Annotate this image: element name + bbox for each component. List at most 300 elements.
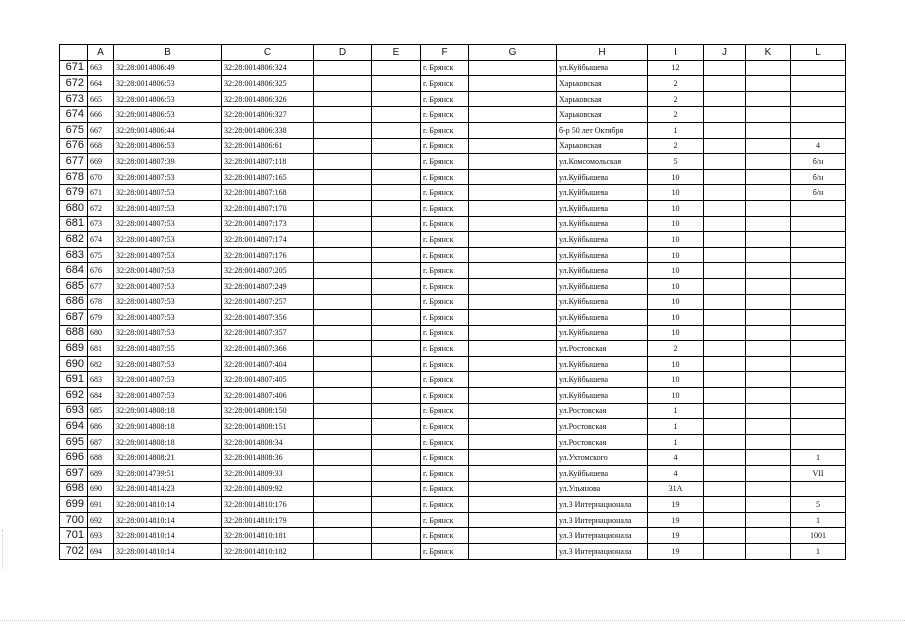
cell-a: 678	[88, 294, 114, 310]
cell-a: 687	[88, 434, 114, 450]
cell-d	[314, 122, 372, 138]
cell-g	[469, 403, 557, 419]
cell-d	[314, 232, 372, 248]
cell-f: г. Брянск	[421, 388, 469, 404]
cell-e	[372, 154, 421, 170]
column-header-row	[60, 45, 846, 61]
cell-c: 32:28:0014806:61	[222, 138, 314, 154]
cell-d	[314, 247, 372, 263]
cell-f: г. Брянск	[421, 403, 469, 419]
cell-f: г. Брянск	[421, 169, 469, 185]
cell-d	[314, 138, 372, 154]
cell-a: 664	[88, 76, 114, 92]
cell-h: ул.Куйбышева	[557, 278, 648, 294]
cell-j	[704, 544, 746, 560]
cell-e	[372, 294, 421, 310]
cell-c: 32:28:0014806:326	[222, 91, 314, 107]
cell-d	[314, 325, 372, 341]
cell-a: 667	[88, 122, 114, 138]
cell-k	[746, 512, 791, 528]
cell-j	[704, 76, 746, 92]
cell-h: ул.Куйбышева	[557, 216, 648, 232]
cell-b: 32:28:0014807:53	[114, 247, 222, 263]
cell-e	[372, 528, 421, 544]
cell-f: г. Брянск	[421, 76, 469, 92]
cell-b: 32:28:0014807:53	[114, 232, 222, 248]
cell-g	[469, 388, 557, 404]
cell-k	[746, 528, 791, 544]
cell-c: 32:28:0014808:151	[222, 419, 314, 435]
cell-j	[704, 372, 746, 388]
cell-h: ул.Куйбышева	[557, 325, 648, 341]
cell-b: 32:28:0014806:53	[114, 138, 222, 154]
cell-k	[746, 388, 791, 404]
row-number-cell: 695	[60, 434, 88, 450]
cell-a: 672	[88, 200, 114, 216]
row-number-cell: 691	[60, 372, 88, 388]
column-header-b: B	[114, 45, 222, 61]
table-row	[60, 434, 846, 450]
cell-a: 677	[88, 278, 114, 294]
cell-e	[372, 76, 421, 92]
cell-f: г. Брянск	[421, 466, 469, 482]
table-row	[60, 76, 846, 92]
cell-h: ул.Куйбышева	[557, 466, 648, 482]
cell-d	[314, 200, 372, 216]
cell-h: ул.3 Интернационала	[557, 544, 648, 560]
cell-j	[704, 341, 746, 357]
cell-j	[704, 263, 746, 279]
row-number-cell: 690	[60, 356, 88, 372]
cell-b: 32:28:0014806:44	[114, 122, 222, 138]
cell-e	[372, 419, 421, 435]
cell-g	[469, 154, 557, 170]
cell-b: 32:28:0014806:53	[114, 91, 222, 107]
cell-b: 32:28:0014807:55	[114, 341, 222, 357]
cell-i: 1	[648, 419, 704, 435]
cell-a: 670	[88, 169, 114, 185]
cell-d	[314, 512, 372, 528]
cell-k	[746, 372, 791, 388]
cell-c: 32:28:0014808:34	[222, 434, 314, 450]
cell-i: 10	[648, 325, 704, 341]
cell-k	[746, 169, 791, 185]
cell-l	[791, 325, 846, 341]
cell-l	[791, 216, 846, 232]
cell-e	[372, 185, 421, 201]
cell-h: ул.Куйбышева	[557, 169, 648, 185]
cell-l: VII	[791, 466, 846, 482]
cell-l	[791, 76, 846, 92]
cell-c: 32:28:0014810:176	[222, 497, 314, 513]
cell-b: 32:28:0014814:23	[114, 481, 222, 497]
cell-j	[704, 388, 746, 404]
cell-k	[746, 138, 791, 154]
cell-e	[372, 122, 421, 138]
cell-g	[469, 325, 557, 341]
table-row	[60, 263, 846, 279]
cell-k	[746, 122, 791, 138]
cell-j	[704, 512, 746, 528]
cell-i: 10	[648, 356, 704, 372]
cell-a: 673	[88, 216, 114, 232]
cell-e	[372, 544, 421, 560]
cell-c: 32:28:0014807:356	[222, 310, 314, 326]
cell-a: 688	[88, 450, 114, 466]
cell-h: ул.Ростовская	[557, 419, 648, 435]
cell-l	[791, 107, 846, 123]
cell-h: ул.Ростовская	[557, 403, 648, 419]
cell-h: ул.Ухтомского	[557, 450, 648, 466]
cell-h: ул.Куйбышева	[557, 263, 648, 279]
cell-i: 1	[648, 434, 704, 450]
cell-j	[704, 403, 746, 419]
cell-e	[372, 372, 421, 388]
cell-f: г. Брянск	[421, 512, 469, 528]
cell-b: 32:28:0014807:53	[114, 263, 222, 279]
cell-j	[704, 497, 746, 513]
cell-c: 32:28:0014807:173	[222, 216, 314, 232]
cell-c: 32:28:0014807:118	[222, 154, 314, 170]
cell-l	[791, 122, 846, 138]
cell-j	[704, 91, 746, 107]
row-number-cell: 689	[60, 341, 88, 357]
cell-h: ул.Куйбышева	[557, 310, 648, 326]
cell-h: ул.Куйбышева	[557, 247, 648, 263]
cell-g	[469, 107, 557, 123]
row-number-cell: 693	[60, 403, 88, 419]
table-row	[60, 107, 846, 123]
cell-g	[469, 169, 557, 185]
cell-b: 32:28:0014807:53	[114, 278, 222, 294]
cell-e	[372, 107, 421, 123]
cell-l	[791, 434, 846, 450]
cell-l: 1	[791, 544, 846, 560]
cell-f: г. Брянск	[421, 107, 469, 123]
row-number-cell: 685	[60, 278, 88, 294]
cell-j	[704, 60, 746, 76]
cell-d	[314, 434, 372, 450]
cell-d	[314, 450, 372, 466]
cell-f: г. Брянск	[421, 60, 469, 76]
cell-l: 4	[791, 138, 846, 154]
cell-b: 32:28:0014810:14	[114, 512, 222, 528]
cell-l	[791, 60, 846, 76]
cell-g	[469, 356, 557, 372]
cell-b: 32:28:0014807:53	[114, 200, 222, 216]
table-row	[60, 310, 846, 326]
cell-f: г. Брянск	[421, 325, 469, 341]
cell-e	[372, 216, 421, 232]
cell-d	[314, 372, 372, 388]
table-row	[60, 481, 846, 497]
cell-f: г. Брянск	[421, 278, 469, 294]
cell-e	[372, 169, 421, 185]
cell-d	[314, 388, 372, 404]
column-header-j: J	[704, 45, 746, 61]
row-number-cell: 674	[60, 107, 88, 123]
cell-e	[372, 450, 421, 466]
cell-j	[704, 138, 746, 154]
table-row	[60, 372, 846, 388]
column-header-h: H	[557, 45, 648, 61]
cell-k	[746, 310, 791, 326]
row-number-cell: 694	[60, 419, 88, 435]
cell-k	[746, 263, 791, 279]
cell-b: 32:28:0014807:53	[114, 325, 222, 341]
cell-l	[791, 372, 846, 388]
cell-a: 691	[88, 497, 114, 513]
cell-i: 31А	[648, 481, 704, 497]
cell-e	[372, 434, 421, 450]
cell-f: г. Брянск	[421, 232, 469, 248]
cell-a: 666	[88, 107, 114, 123]
cell-j	[704, 325, 746, 341]
cell-e	[372, 200, 421, 216]
cell-c: 32:28:0014807:406	[222, 388, 314, 404]
cell-g	[469, 216, 557, 232]
cell-h: ул.Куйбышева	[557, 372, 648, 388]
cell-l	[791, 91, 846, 107]
column-header-k: K	[746, 45, 791, 61]
cell-i: 4	[648, 466, 704, 482]
cell-i: 10	[648, 372, 704, 388]
cell-h: ул.Куйбышева	[557, 60, 648, 76]
cell-f: г. Брянск	[421, 481, 469, 497]
cell-h: Харьковская	[557, 138, 648, 154]
cell-b: 32:28:0014807:53	[114, 372, 222, 388]
cell-a: 679	[88, 310, 114, 326]
cell-d	[314, 419, 372, 435]
cell-h: Харьковская	[557, 107, 648, 123]
table-row	[60, 232, 846, 248]
cell-f: г. Брянск	[421, 544, 469, 560]
cell-k	[746, 466, 791, 482]
cell-j	[704, 528, 746, 544]
cell-h: ул.Куйбышева	[557, 200, 648, 216]
cell-c: 32:28:0014807:174	[222, 232, 314, 248]
cell-c: 32:28:0014806:325	[222, 76, 314, 92]
cell-l	[791, 403, 846, 419]
row-number-cell: 686	[60, 294, 88, 310]
cell-e	[372, 263, 421, 279]
cell-a: 685	[88, 403, 114, 419]
cell-f: г. Брянск	[421, 294, 469, 310]
cell-j	[704, 185, 746, 201]
table-row	[60, 185, 846, 201]
cell-f: г. Брянск	[421, 497, 469, 513]
cell-c: 32:28:0014807:168	[222, 185, 314, 201]
table-row	[60, 278, 846, 294]
cell-d	[314, 403, 372, 419]
cell-k	[746, 497, 791, 513]
cell-k	[746, 107, 791, 123]
table-row	[60, 356, 846, 372]
cell-e	[372, 325, 421, 341]
cell-a: 689	[88, 466, 114, 482]
cell-j	[704, 466, 746, 482]
row-number-cell: 682	[60, 232, 88, 248]
cell-h: ул.Комсомольская	[557, 154, 648, 170]
cell-e	[372, 356, 421, 372]
cell-f: г. Брянск	[421, 310, 469, 326]
cell-g	[469, 200, 557, 216]
cell-d	[314, 185, 372, 201]
cell-g	[469, 544, 557, 560]
cell-l: б/н	[791, 154, 846, 170]
row-number-cell: 692	[60, 388, 88, 404]
table-row	[60, 154, 846, 170]
cell-h: ул.Куйбышева	[557, 388, 648, 404]
cell-k	[746, 341, 791, 357]
cell-i: 10	[648, 232, 704, 248]
cell-i: 1	[648, 122, 704, 138]
cell-h: Харьковская	[557, 91, 648, 107]
column-header-f: F	[421, 45, 469, 61]
row-number-cell: 677	[60, 154, 88, 170]
cell-d	[314, 356, 372, 372]
cell-a: 668	[88, 138, 114, 154]
cell-b: 32:28:0014807:53	[114, 294, 222, 310]
cell-f: г. Брянск	[421, 91, 469, 107]
cell-h: б-р 50 лет Октября	[557, 122, 648, 138]
cell-f: г. Брянск	[421, 247, 469, 263]
cell-j	[704, 169, 746, 185]
cell-c: 32:28:0014806:324	[222, 60, 314, 76]
cell-f: г. Брянск	[421, 372, 469, 388]
row-number-cell: 673	[60, 91, 88, 107]
cell-d	[314, 263, 372, 279]
cell-h: ул.Куйбышева	[557, 294, 648, 310]
row-number-cell: 688	[60, 325, 88, 341]
cell-f: г. Брянск	[421, 138, 469, 154]
cell-i: 2	[648, 107, 704, 123]
cell-h: ул.Куйбышева	[557, 232, 648, 248]
column-header-c: C	[222, 45, 314, 61]
cell-h: ул.Ростовская	[557, 434, 648, 450]
cell-f: г. Брянск	[421, 341, 469, 357]
table-row	[60, 60, 846, 76]
cell-j	[704, 216, 746, 232]
table-row	[60, 497, 846, 513]
cell-d	[314, 466, 372, 482]
table-row	[60, 169, 846, 185]
spreadsheet-table	[59, 44, 846, 560]
column-header-e: E	[372, 45, 421, 61]
cell-a: 684	[88, 388, 114, 404]
cell-a: 680	[88, 325, 114, 341]
cell-a: 671	[88, 185, 114, 201]
cell-b: 32:28:0014806:53	[114, 107, 222, 123]
row-number-cell: 696	[60, 450, 88, 466]
cell-h: Харьковская	[557, 76, 648, 92]
cell-l	[791, 481, 846, 497]
cell-k	[746, 434, 791, 450]
cell-i: 2	[648, 91, 704, 107]
cell-h: ул.Ульянова	[557, 481, 648, 497]
table-row	[60, 512, 846, 528]
cell-a: 690	[88, 481, 114, 497]
cell-j	[704, 481, 746, 497]
cell-b: 32:28:0014807:53	[114, 216, 222, 232]
cell-d	[314, 341, 372, 357]
cell-g	[469, 91, 557, 107]
cell-i: 10	[648, 216, 704, 232]
cell-g	[469, 122, 557, 138]
table-row	[60, 138, 846, 154]
table-row	[60, 294, 846, 310]
cell-c: 32:28:0014810:182	[222, 544, 314, 560]
cell-c: 32:28:0014806:327	[222, 107, 314, 123]
cell-l	[791, 263, 846, 279]
cell-l: б/н	[791, 185, 846, 201]
cell-g	[469, 263, 557, 279]
table-row	[60, 544, 846, 560]
cell-a: 665	[88, 91, 114, 107]
cell-c: 32:28:0014806:338	[222, 122, 314, 138]
cell-d	[314, 497, 372, 513]
cell-k	[746, 185, 791, 201]
cell-b: 32:28:0014810:14	[114, 497, 222, 513]
cell-l: 1	[791, 450, 846, 466]
cell-a: 669	[88, 154, 114, 170]
cell-c: 32:28:0014807:404	[222, 356, 314, 372]
cell-k	[746, 278, 791, 294]
cell-e	[372, 138, 421, 154]
cell-k	[746, 325, 791, 341]
cell-b: 32:28:0014807:53	[114, 310, 222, 326]
cell-e	[372, 278, 421, 294]
cell-i: 19	[648, 528, 704, 544]
cell-i: 10	[648, 294, 704, 310]
cell-c: 32:28:0014807:249	[222, 278, 314, 294]
cell-d	[314, 60, 372, 76]
cell-j	[704, 122, 746, 138]
table-row	[60, 91, 846, 107]
cell-c: 32:28:0014807:257	[222, 294, 314, 310]
cell-k	[746, 403, 791, 419]
cell-g	[469, 372, 557, 388]
cell-i: 10	[648, 263, 704, 279]
cell-a: 683	[88, 372, 114, 388]
table-row	[60, 403, 846, 419]
cell-d	[314, 528, 372, 544]
cell-i: 10	[648, 247, 704, 263]
cell-g	[469, 76, 557, 92]
cell-b: 32:28:0014810:14	[114, 528, 222, 544]
cell-a: 693	[88, 528, 114, 544]
cell-g	[469, 232, 557, 248]
row-number-cell: 678	[60, 169, 88, 185]
column-header-a: A	[88, 45, 114, 61]
cell-g	[469, 528, 557, 544]
cell-k	[746, 544, 791, 560]
cell-e	[372, 341, 421, 357]
column-header-i: I	[648, 45, 704, 61]
corner-header	[60, 45, 88, 61]
cell-h: ул.Ростовская	[557, 341, 648, 357]
cell-l: 1001	[791, 528, 846, 544]
row-number-cell: 680	[60, 200, 88, 216]
row-number-cell: 675	[60, 122, 88, 138]
cell-l	[791, 419, 846, 435]
row-number-cell: 697	[60, 466, 88, 482]
cell-b: 32:28:0014808:21	[114, 450, 222, 466]
cell-g	[469, 310, 557, 326]
cell-l: 5	[791, 497, 846, 513]
cell-k	[746, 216, 791, 232]
cell-j	[704, 107, 746, 123]
